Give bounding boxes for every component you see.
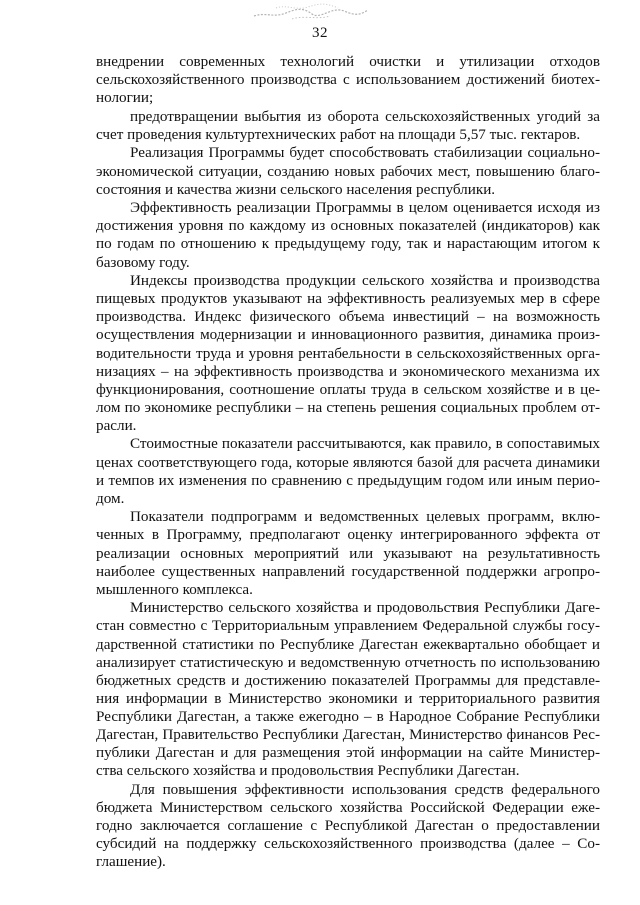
body-text bbox=[96, 53, 600, 872]
paragraph: Реализация Программы будет способствовать стабилизации социально-экономической ситуации, созданию новых рабочих мест, повышению благосостояния и качества жизни сельского населения республики. bbox=[96, 144, 600, 198]
page-number: 32 bbox=[312, 25, 328, 41]
scan-artifact-mark bbox=[252, 2, 370, 22]
paragraph: Стоимостные показатели рассчитываются, как правило, в сопоставимых ценах соответствующего года, которые являются базой для расчета динамики и темпов их изменения по сравнению с предыдущим годом или иным периодом. bbox=[96, 435, 600, 507]
paragraph: Индексы производства продукции сельского хозяйства и производства пищевых продуктов указывают на эффективность реализуемых мер в сфере производства. Индекс физического объема инвестиций – на возможность осуществления модернизации и инновационного развития, динамика производительности труда и уровня рентабельности в сельскохозяйственных организациях – на эффективность производства и экономического механизма их функционирования, соотношение оплаты труда в сельском хозяйстве и в целом по экономике республики – на степень решения социальных проблем отрасли. bbox=[96, 272, 600, 434]
paragraph: Министерство сельского хозяйства и продовольствия Республики Дагестан совместно с Территориальным управлением Федеральной службы государственной статистики по Республике Дагестан ежеквартально обобщает и анализирует статистическую и ведомственную отчетность по использованию бюджетных средств и достижению показателей Программы для представления информации в Министерство экономики и территориального развития Республики Дагестан, а также ежегодно – в Народное Собрание Республики Дагестан, Правительство Республики Дагестан, Министерство финансов Республики Дагестан и для размещения этой информации на сайте Министерства сельского хозяйства и продовольствия Республики Дагестан. bbox=[96, 599, 600, 780]
paragraph: предотвращении выбытия из оборота сельскохозяйственных угодий за счет проведения культуртехнических работ на площади 5,57 тыс. гектаров. bbox=[96, 107, 600, 143]
paragraph: Для повышения эффективности использования средств федерального бюджета Министерством сельского хозяйства Российской Федерации ежегодно заключается соглашение с Республикой Дагестан о предоставлении субсидий на поддержку сельскохозяйственного производства (далее – Соглашение). bbox=[96, 780, 600, 871]
paragraph: Показатели подпрограмм и ведомственных целевых программ, включенных в Программу, предполагают оценку интегрированного эффекта от реализации основных мероприятий или указывают на результативность наиболее существенных направлений государственной поддержки агропромышленного комплекса. bbox=[96, 508, 600, 598]
paragraph: внедрении современных технологий очистки и утилизации отходов сельскохозяйственного производства с использованием достижений биотехнологии; bbox=[96, 53, 600, 107]
paragraph: Эффективность реализации Программы в целом оценивается исходя из достижения уровня по каждому из основных показателей (индикаторов) как по годам по отношению к предыдущему году, так и нарастающим итогом к базовому году. bbox=[96, 199, 600, 271]
